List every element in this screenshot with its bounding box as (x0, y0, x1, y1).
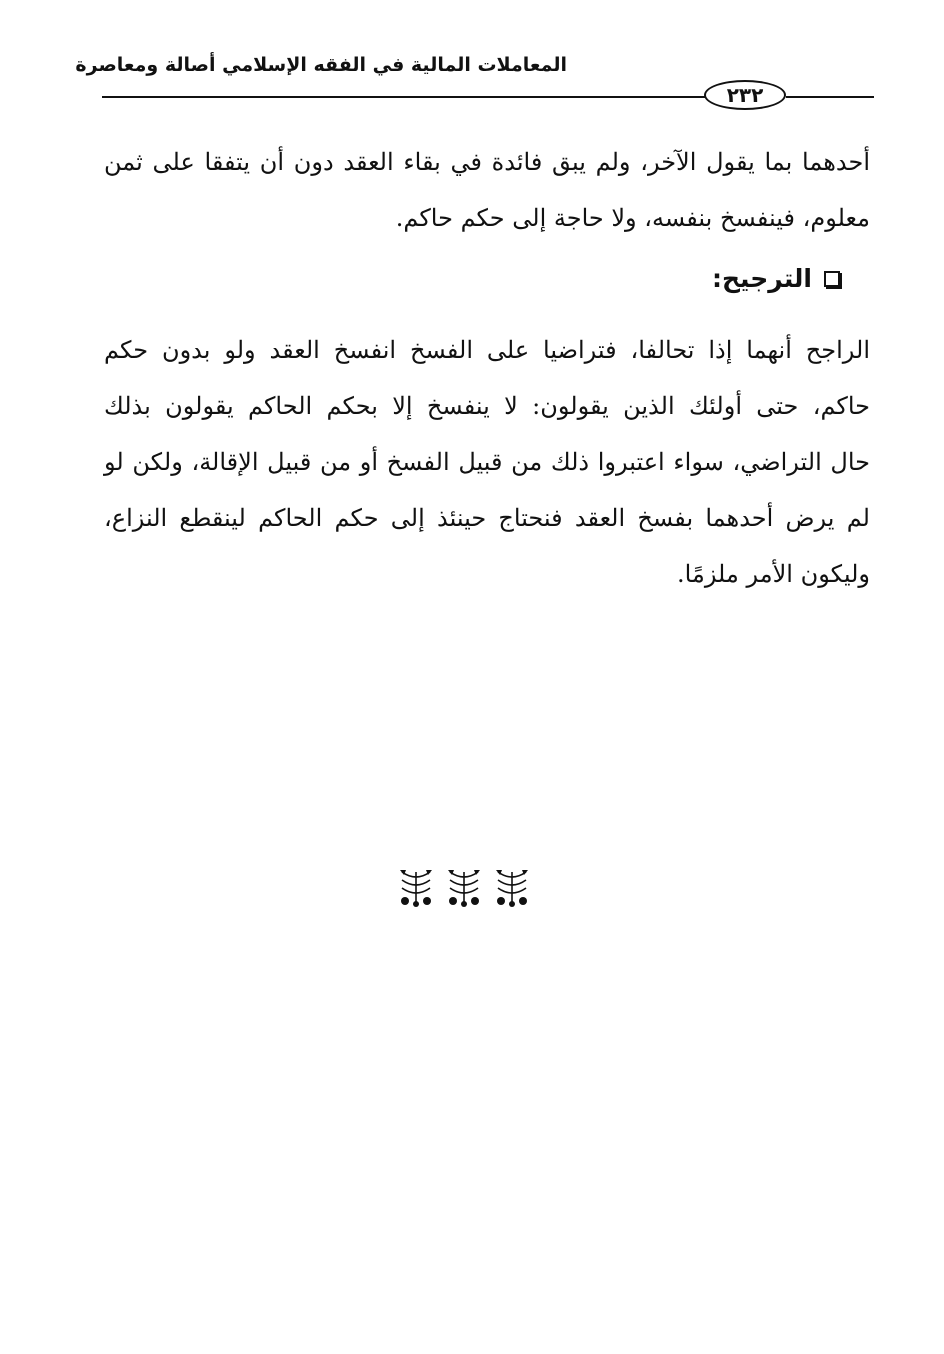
floral-ornament-icon (494, 868, 530, 908)
text-line: وليكون الأمر ملزمًا. (677, 560, 870, 588)
floral-ornament-icon (446, 868, 482, 908)
text-line: لم يرض أحدهما بفسخ العقد فنحتاج حينئذ إلى حكم الحاكم لينقطع النزاع، (104, 504, 870, 532)
text-line: الراجح أنهما إذا تحالفا، فتراضيا على الفسخ انفسخ العقد ولو بدون حكم (104, 336, 870, 364)
end-ornament (398, 868, 530, 908)
floral-ornament-icon (398, 868, 434, 908)
paragraph-2 (104, 322, 870, 602)
text-line: حال التراضي، سواء اعتبروا ذلك من قبيل الفسخ أو من قبيل الإقالة، ولكن لو (104, 448, 870, 476)
text-line: حاكم، حتى أولئك الذين يقولون: لا ينفسخ إلا بحكم الحاكم يقولون بذلك (104, 392, 870, 420)
header-rule (102, 96, 710, 98)
checkbox-icon (824, 271, 840, 287)
running-header-title: المعاملات المالية في الفقه الإسلامي أصالة ومعاصرة (75, 54, 567, 76)
paragraph-1 (104, 134, 870, 246)
section-heading-label: الترجيح: (712, 264, 812, 293)
header-rule (786, 96, 874, 98)
page-number: ٢٣٢ (704, 80, 786, 110)
section-heading (712, 264, 840, 293)
text-line: أحدهما بما يقول الآخر، ولم يبق فائدة في بقاء العقد دون أن يتفقا على ثمن (104, 148, 870, 176)
text-line: معلوم، فينفسخ بنفسه، ولا حاجة إلى حكم حاكم. (395, 204, 870, 232)
